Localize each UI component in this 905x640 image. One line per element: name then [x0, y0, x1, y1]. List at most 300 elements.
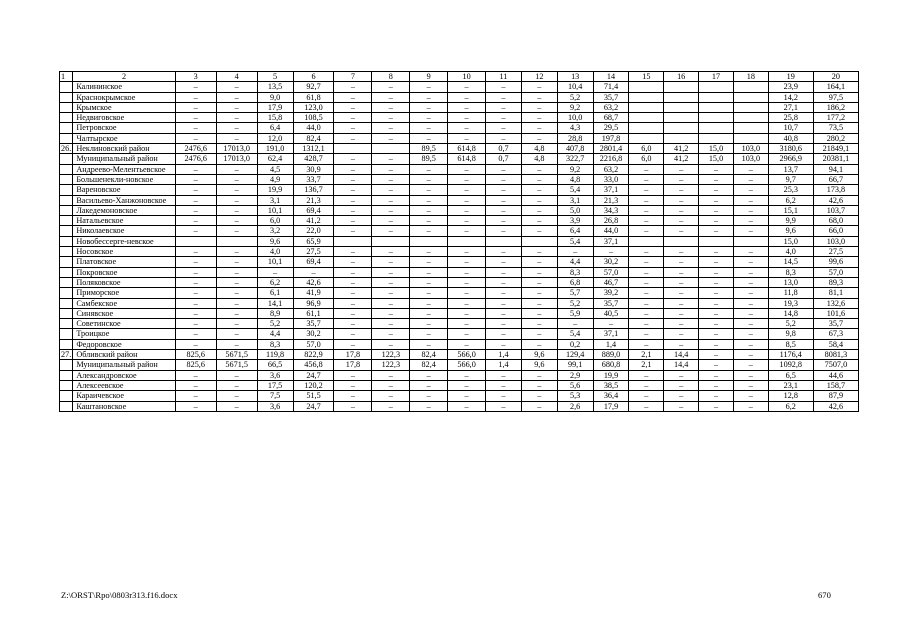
table-cell: – [629, 319, 664, 329]
table-cell: 87,9 [813, 391, 858, 401]
table-cell: 132,6 [813, 298, 858, 308]
table-cell: – [664, 339, 699, 349]
table-cell: 37,1 [593, 329, 629, 339]
table-cell: – [216, 205, 257, 215]
table-cell: 15,0 [699, 154, 734, 164]
row-name-cell: Недвиговское [73, 113, 175, 123]
row-name-cell: Александровское [73, 370, 175, 380]
table-cell: 37,1 [593, 185, 629, 195]
table-cell: – [216, 380, 257, 390]
table-cell: – [521, 391, 557, 401]
table-row [60, 195, 859, 205]
table-cell: 6,0 [257, 216, 293, 226]
table-cell: 21,3 [293, 195, 334, 205]
column-number-cell: 9 [410, 72, 448, 82]
table-cell: 68,0 [813, 216, 858, 226]
row-name-cell: Троицкое [73, 329, 175, 339]
table-cell: – [486, 226, 522, 236]
table-cell: 158,7 [813, 380, 858, 390]
table-cell: 9,2 [557, 102, 593, 112]
table-cell: – [629, 308, 664, 318]
table-cell: – [521, 247, 557, 257]
row-name-cell: Николаевское [73, 226, 175, 236]
table-cell: – [410, 257, 448, 267]
table-cell: – [334, 216, 372, 226]
table-cell: 15,0 [699, 144, 734, 154]
table-cell: – [733, 205, 768, 215]
table-cell: – [448, 113, 486, 123]
table-cell: – [664, 226, 699, 236]
table-cell: 71,4 [593, 82, 629, 92]
table-cell: 35,7 [293, 319, 334, 329]
table-cell: – [175, 329, 216, 339]
table-cell: 26,8 [593, 216, 629, 226]
row-name-cell: Покровское [73, 267, 175, 277]
table-cell: – [733, 277, 768, 287]
table-row [60, 350, 859, 360]
table-cell: – [521, 123, 557, 133]
column-number-cell: 13 [557, 72, 593, 82]
row-number-cell [60, 92, 73, 102]
table-cell: 57,0 [813, 267, 858, 277]
table-cell: 7507,0 [813, 360, 858, 370]
table-cell [699, 82, 734, 92]
table-cell: 2966,9 [768, 154, 813, 164]
row-number-cell [60, 339, 73, 349]
table-row [60, 288, 859, 298]
table-cell: – [629, 288, 664, 298]
table-cell: – [699, 401, 734, 411]
table-row [60, 92, 859, 102]
table-cell: – [216, 102, 257, 112]
table-cell [733, 133, 768, 143]
table-cell: – [410, 216, 448, 226]
table-cell: – [216, 288, 257, 298]
table-cell: – [486, 257, 522, 267]
table-cell: – [175, 133, 216, 143]
table-cell: – [372, 154, 410, 164]
table-cell: – [486, 401, 522, 411]
table-cell: 1176,4 [768, 350, 813, 360]
table-cell: 3,6 [257, 370, 293, 380]
table-cell: 5,6 [557, 380, 593, 390]
table-cell: 680,8 [593, 360, 629, 370]
table-cell [699, 123, 734, 133]
table-cell: 73,5 [813, 123, 858, 133]
footer-page-number: 670 [818, 590, 831, 600]
table-cell: – [372, 277, 410, 287]
table-cell: 0,2 [557, 339, 593, 349]
table-cell: – [664, 288, 699, 298]
row-name-cell: Платовское [73, 257, 175, 267]
table-row [60, 380, 859, 390]
table-cell: – [733, 298, 768, 308]
table-cell: 0,7 [486, 154, 522, 164]
table-cell: 9,6 [521, 350, 557, 360]
table-cell: 103,0 [813, 236, 858, 246]
table-cell: 9,6 [768, 226, 813, 236]
table-row [60, 236, 859, 246]
row-number-cell [60, 380, 73, 390]
table-cell: – [175, 185, 216, 195]
table-cell [699, 92, 734, 102]
table-cell: – [629, 329, 664, 339]
table-cell: – [372, 174, 410, 184]
table-cell: – [664, 391, 699, 401]
table-cell: – [486, 380, 522, 390]
row-name-cell: Муниципальный район [73, 360, 175, 370]
table-cell: – [410, 164, 448, 174]
table-cell: 65,9 [293, 236, 334, 246]
table-cell: – [521, 308, 557, 318]
table-cell: 40,8 [768, 133, 813, 143]
row-name-cell: Большенекли-новское [73, 174, 175, 184]
table-cell: 44,6 [813, 370, 858, 380]
table-cell: – [175, 257, 216, 267]
table-cell: – [216, 174, 257, 184]
table-cell: – [521, 174, 557, 184]
table-cell: – [629, 174, 664, 184]
table-cell: – [216, 216, 257, 226]
row-name-cell: Краснокрымское [73, 92, 175, 102]
column-number-cell: 15 [629, 72, 664, 82]
table-cell: – [410, 370, 448, 380]
table-cell: 566,0 [448, 350, 486, 360]
table-cell: 8,3 [557, 267, 593, 277]
table-cell: 99,6 [813, 257, 858, 267]
row-number-cell [60, 123, 73, 133]
row-number-cell [60, 267, 73, 277]
table-cell: – [629, 247, 664, 257]
table-cell: 103,0 [733, 154, 768, 164]
table-cell: – [448, 133, 486, 143]
table-cell: 44,0 [293, 123, 334, 133]
row-name-cell: Андреево-Мелентьевское [73, 164, 175, 174]
table-cell: 42,6 [293, 277, 334, 287]
table-cell: 36,4 [593, 391, 629, 401]
row-number-cell: 26. [61, 144, 72, 154]
table-cell: – [175, 391, 216, 401]
table-cell: – [175, 92, 216, 102]
table-cell: – [733, 288, 768, 298]
table-cell: – [372, 267, 410, 277]
table-cell: – [593, 247, 629, 257]
table-cell: 119,8 [257, 350, 293, 360]
table-cell: – [410, 205, 448, 215]
table-cell: 25,3 [768, 185, 813, 195]
table-cell: 5,4 [557, 236, 593, 246]
table-cell: – [486, 133, 522, 143]
table-cell: – [372, 380, 410, 390]
table-cell: 66,7 [813, 174, 858, 184]
table-cell: 41,2 [664, 144, 699, 154]
table-cell: 21,3 [593, 195, 629, 205]
table-cell: 5,2 [557, 92, 593, 102]
table-cell: – [699, 195, 734, 205]
table-cell: 9,7 [768, 174, 813, 184]
table-cell: – [521, 226, 557, 236]
table-cell: 51,5 [293, 391, 334, 401]
table-cell: – [699, 298, 734, 308]
table-cell: 614,8 [448, 154, 486, 164]
table-cell: – [372, 226, 410, 236]
row-name-cell: Чалтырское [73, 133, 175, 143]
row-number-cell [60, 133, 73, 143]
table-cell: – [372, 205, 410, 215]
table-cell: 4,5 [257, 164, 293, 174]
table-cell: – [448, 257, 486, 267]
table-cell: – [334, 102, 372, 112]
table-cell: – [334, 164, 372, 174]
table-cell: – [664, 164, 699, 174]
table-cell: – [372, 102, 410, 112]
table-cell: – [733, 174, 768, 184]
table-cell: 5,0 [557, 205, 593, 215]
table-cell: – [216, 339, 257, 349]
table-cell: 103,0 [733, 144, 768, 154]
table-cell [629, 236, 664, 246]
row-number-cell [60, 226, 73, 236]
table-cell: – [216, 92, 257, 102]
table-cell: – [699, 380, 734, 390]
row-number-cell [60, 277, 73, 287]
table-cell: – [448, 247, 486, 257]
table-cell: 30,9 [293, 164, 334, 174]
table-header-row [60, 72, 859, 82]
column-number-cell: 2 [73, 72, 175, 82]
table-cell: 39,2 [593, 288, 629, 298]
table-cell: – [175, 277, 216, 287]
table-cell: 3180,6 [768, 144, 813, 154]
table-cell: 9,8 [768, 329, 813, 339]
table-cell: 57,0 [293, 339, 334, 349]
table-cell: 41,9 [293, 288, 334, 298]
table-cell: 3,6 [257, 401, 293, 411]
table-row [60, 164, 859, 174]
table-cell: – [216, 164, 257, 174]
row-number-cell [60, 370, 73, 380]
table-cell: 12,8 [768, 391, 813, 401]
table-cell: 5,7 [557, 288, 593, 298]
table-cell: – [664, 185, 699, 195]
table-cell: 4,4 [257, 329, 293, 339]
table-cell: 8,3 [257, 339, 293, 349]
table-cell: – [629, 195, 664, 205]
table-cell: 17013,0 [216, 154, 257, 164]
table-cell: – [175, 123, 216, 133]
table-cell: – [629, 370, 664, 380]
table-cell: – [372, 308, 410, 318]
table-cell: – [664, 319, 699, 329]
table-cell: – [372, 164, 410, 174]
table-cell: 44,0 [593, 226, 629, 236]
table-cell [664, 123, 699, 133]
row-number-cell [60, 401, 73, 411]
table-cell: 3,1 [557, 195, 593, 205]
table-cell: – [448, 174, 486, 184]
table-cell: 12,0 [257, 133, 293, 143]
table-cell: – [334, 185, 372, 195]
table-cell: 41,2 [293, 216, 334, 226]
row-name-cell: Каштановское [73, 401, 175, 411]
table-cell: – [448, 277, 486, 287]
table-cell: 99,1 [557, 360, 593, 370]
table-cell [664, 82, 699, 92]
table-cell [629, 123, 664, 133]
table-cell: 173,8 [813, 185, 858, 195]
table-cell: 2476,6 [175, 154, 216, 164]
table-cell: 5,9 [557, 308, 593, 318]
table-cell: – [486, 319, 522, 329]
table-cell: 122,3 [372, 350, 410, 360]
table-cell: – [733, 319, 768, 329]
table-cell [372, 236, 410, 246]
table-row [60, 277, 859, 287]
table-cell: 23,1 [768, 380, 813, 390]
table-cell: – [216, 391, 257, 401]
table-cell: – [334, 267, 372, 277]
table-cell: – [216, 123, 257, 133]
table-cell: – [410, 226, 448, 236]
table-cell: – [448, 102, 486, 112]
table-cell: 13,0 [768, 277, 813, 287]
table-cell: – [664, 174, 699, 184]
table-cell: – [521, 257, 557, 267]
table-cell: – [448, 319, 486, 329]
table-cell: – [521, 298, 557, 308]
table-cell: – [372, 298, 410, 308]
row-name-cell: Петровское [73, 123, 175, 133]
row-number-cell [60, 205, 73, 215]
table-cell: – [521, 339, 557, 349]
table-cell: 4,4 [557, 257, 593, 267]
table-cell: 58,4 [813, 339, 858, 349]
column-number-cell: 11 [486, 72, 522, 82]
table-cell: – [448, 298, 486, 308]
table-cell: 61,1 [293, 308, 334, 318]
table-cell: – [486, 247, 522, 257]
table-cell: 46,7 [593, 277, 629, 287]
footer-file-path: Z:\ORST\Rpo\0803r313.f16.docx [61, 590, 178, 600]
table-cell: 61,8 [293, 92, 334, 102]
row-name-cell: Васильево-Ханжоновское [73, 195, 175, 205]
table-cell: – [334, 247, 372, 257]
table-cell: 17013,0 [216, 144, 257, 154]
table-cell: – [664, 277, 699, 287]
table-cell: 27,5 [813, 247, 858, 257]
table-cell: – [733, 401, 768, 411]
table-cell: – [372, 391, 410, 401]
row-name-cell: Неклиновский район [73, 144, 175, 154]
table-cell: – [664, 216, 699, 226]
table-cell: 123,0 [293, 102, 334, 112]
table-cell: 191,0 [257, 144, 293, 154]
table-cell: – [486, 92, 522, 102]
table-cell: – [664, 401, 699, 411]
table-cell: – [521, 164, 557, 174]
table-row [60, 154, 859, 164]
row-number-cell [60, 298, 73, 308]
table-cell: 14,4 [664, 360, 699, 370]
table-cell: 89,5 [410, 144, 448, 154]
row-name-cell: Алексеевское [73, 380, 175, 390]
table-cell: 5671,5 [216, 360, 257, 370]
table-cell: 66,5 [257, 360, 293, 370]
table-cell: – [699, 370, 734, 380]
table-cell: – [733, 185, 768, 195]
table-cell: – [521, 329, 557, 339]
table-cell: – [410, 319, 448, 329]
table-cell: – [216, 298, 257, 308]
table-cell: 5,2 [257, 319, 293, 329]
table-cell: 7,5 [257, 391, 293, 401]
table-cell: 82,4 [410, 360, 448, 370]
table-cell: – [629, 205, 664, 215]
table-cell [699, 133, 734, 143]
table-cell: 25,8 [768, 113, 813, 123]
table-cell: 9,0 [257, 92, 293, 102]
row-name-cell: Караичевское [73, 391, 175, 401]
table-cell: – [410, 247, 448, 257]
table-cell: 13,5 [257, 82, 293, 92]
table-cell: – [334, 370, 372, 380]
table-cell: – [521, 370, 557, 380]
row-name-cell: Крымское [73, 102, 175, 112]
table-cell: – [410, 288, 448, 298]
table-cell: – [448, 164, 486, 174]
table-cell: – [334, 257, 372, 267]
table-cell: – [410, 113, 448, 123]
table-cell: – [334, 82, 372, 92]
table-cell: 825,6 [175, 350, 216, 360]
table-cell [699, 113, 734, 123]
table-cell: – [733, 257, 768, 267]
table-cell: 5,4 [557, 329, 593, 339]
table-cell: – [486, 267, 522, 277]
table-cell: – [733, 308, 768, 318]
table-cell: – [410, 401, 448, 411]
table-cell: – [372, 92, 410, 102]
table-cell: 1,4 [593, 339, 629, 349]
table-cell: 27,1 [768, 102, 813, 112]
table-cell: – [664, 247, 699, 257]
row-number-cell [60, 216, 73, 226]
table-cell: 24,7 [293, 401, 334, 411]
table-cell: – [448, 370, 486, 380]
table-cell: – [216, 329, 257, 339]
table-cell: – [486, 339, 522, 349]
table-cell: – [664, 380, 699, 390]
table-cell: – [629, 267, 664, 277]
table-cell: – [293, 267, 334, 277]
table-row [60, 329, 859, 339]
table-cell: – [372, 216, 410, 226]
table-cell: 63,2 [593, 164, 629, 174]
table-cell: – [699, 205, 734, 215]
table-cell: – [448, 195, 486, 205]
table-cell: 2476,6 [175, 144, 216, 154]
table-cell: – [699, 185, 734, 195]
table-cell: – [448, 205, 486, 215]
table-cell: 4,8 [521, 144, 557, 154]
table-cell: – [733, 329, 768, 339]
table-cell: 5,3 [557, 391, 593, 401]
table-cell: 37,1 [593, 236, 629, 246]
row-number-cell: 27. [61, 350, 72, 360]
column-number-cell: 12 [521, 72, 557, 82]
table-cell: 8081,3 [813, 350, 858, 360]
row-number-cell [60, 195, 73, 205]
